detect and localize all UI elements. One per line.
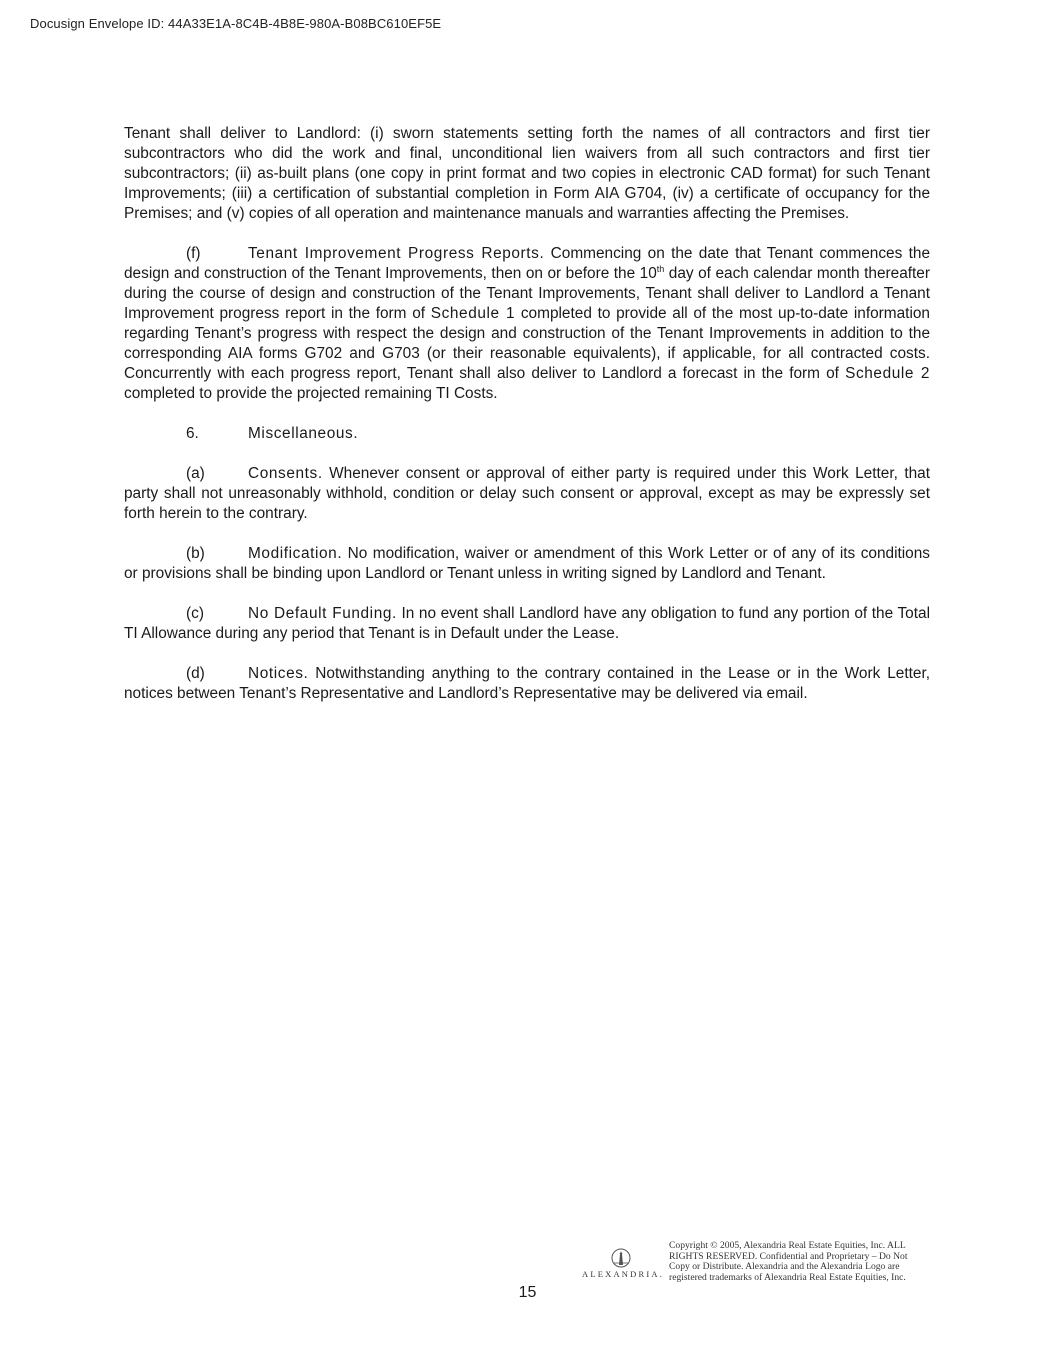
paragraph-a [124, 464, 930, 524]
paragraph-c-heading: No Default Funding. [248, 605, 397, 622]
copyright-notice: Copyright © 2005, Alexandria Real Estate Equities, Inc. ALL RIGHTS RESERVED. Confidential and Proprietary – Do Not Copy or Distribute. Alexandria and the Alexandria Logo are registered trademarks of Alexandria Real Estate Equities, Inc. [669, 1240, 908, 1284]
paragraph-a-heading: Consents. [248, 465, 323, 482]
paragraph-f-label: (f) [186, 245, 201, 262]
paragraph-f-text-3: completed to provide all of the most up-to-date information regarding Tenant’s progress with respect the design and construction of the Tenant Improvements in addition to the corresponding AIA forms G702 and G703 (or their reasonable equivalents), if applicable, for all contracted costs. Concurrently with each progress report, Tenant shall also deliver to Landlord a forecast in the form of [124, 305, 930, 382]
paragraph-d [124, 664, 930, 704]
paragraph-c [124, 604, 930, 644]
schedule-2-ref: Schedule 2 [845, 365, 930, 382]
alexandria-logo [582, 1246, 665, 1282]
paragraph-b [124, 544, 930, 584]
paragraph-d-text: Notwithstanding anything to the contrary contained in the Lease or in the Work Letter, notices between Tenant’s Representative and Landlord’s Representative may be delivered via email. [124, 665, 930, 702]
paragraph-f-text-1: Commencing on the date that Tenant commences the design and construction of the Tenant Improvements, then on or before the 10 [124, 245, 931, 282]
paragraph-b-text: No modification, waiver or amendment of this Work Letter or of any of its conditions or provisions shall be binding upon Landlord or Tenant unless in writing signed by Landlord and Tenant. [124, 545, 930, 582]
paragraph-f-text-2: day of each calendar month thereafter during the course of design and construction of the Tenant Improvements, Tenant shall deliver to Landlord a Tenant Improvement progress report in the form of [124, 265, 930, 322]
paragraph-a-text: Whenever consent or approval of either party is required under this Work Letter, that party shall not unreasonably withhold, condition or delay such consent or approval, except as may be expressly set forth herein to the contrary. [124, 465, 930, 522]
paragraph-f-text-4: completed to provide the projected remaining TI Costs. [124, 385, 498, 402]
lighthouse-icon [610, 1248, 632, 1268]
paragraph-d-heading: Notices. [248, 665, 309, 682]
section-6 [124, 424, 930, 444]
paragraph-b-label: (b) [186, 545, 205, 562]
section-6-heading: Miscellaneous. [248, 425, 359, 442]
document-body [124, 124, 930, 724]
docusign-envelope-id: Docusign Envelope ID: 44A33E1A-8C4B-4B8E-980A-B08BC610EF5E [30, 16, 442, 31]
paragraph-f [124, 244, 930, 404]
section-6-number: 6. [186, 425, 199, 442]
paragraph-d-label: (d) [186, 665, 205, 682]
paragraph-c-text: In no event shall Landlord have any obligation to fund any portion of the Total TI Allowance during any period that Tenant is in Default under the Lease. [124, 605, 930, 642]
ordinal-suffix: th [656, 264, 665, 274]
paragraph-f-heading: Tenant Improvement Progress Reports. [248, 245, 545, 262]
paragraph-a-label: (a) [186, 465, 205, 482]
logo-wordmark: ALEXANDRIA. [582, 1269, 665, 1279]
paragraph-intro: Tenant shall deliver to Landlord: (i) sworn statements setting forth the names of all contractors and first tier subcontractors who did the work and final, unconditional lien waivers from all such contractors and first tier subcontractors; (ii) as-built plans (one copy in print format and two copies in electronic CAD format) for such Tenant Improvements; (iii) a certification of substantial completion in Form AIA G704, (iv) a certificate of occupancy for the Premises; and (v) copies of all operation and maintenance manuals and warranties affecting the Premises. [124, 125, 930, 222]
paragraph-b-heading: Modification. [248, 545, 343, 562]
page-number: 15 [518, 1284, 537, 1301]
schedule-1-ref: Schedule 1 [430, 305, 516, 322]
paragraph-c-label: (c) [186, 605, 204, 622]
